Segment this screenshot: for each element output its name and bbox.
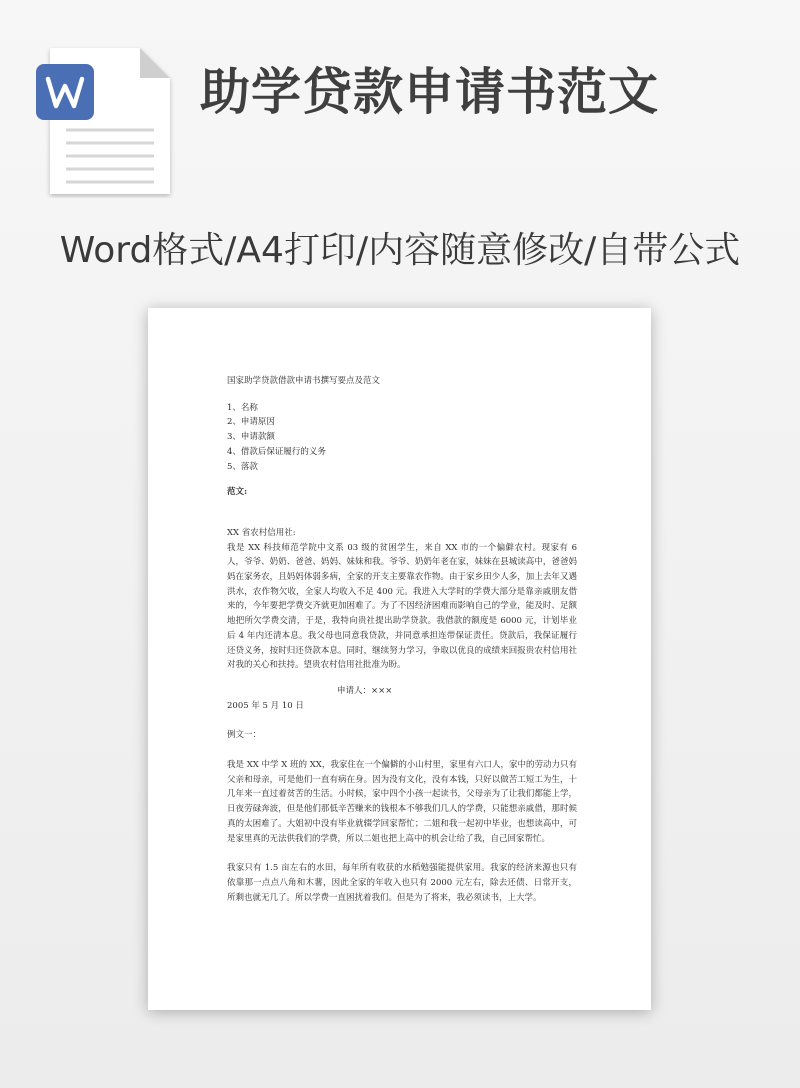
document-heading: 国家助学贷款借款申请书撰写要点及范文 (227, 376, 381, 386)
letter-salutation: XX 省农村信用社: (227, 527, 296, 538)
example-label: 例文一： (227, 730, 262, 741)
sample-label: 范文: (227, 487, 248, 498)
letter-date: 2005 年 5 月 10 日 (227, 700, 304, 711)
list-item: 2、申请原因 (227, 417, 275, 428)
document-content (227, 374, 577, 905)
letter-body: 我是 XX 科技师范学院中文系 03 级的贫困学生，来自 XX 市的一个偏僻农村。现家有 6 人，爷爷、奶奶、爸爸、妈妈、妹妹和我。爷爷、奶奶年老在家，妹妹在县城读高中，爸爸妈妈在家务农，且妈妈体弱多病，全家的开支主要靠农作物。由于家乡田少人多，加上去年又遇洪水，农作物欠收，全家人均收入不足 400 元。我进入大学时的学费大部分是靠亲戚朋友借来的，今年要把学费交齐就更加困难了。为了不因经济困难而影响自己的学业，能及时、足额地把所欠学费交清，于是，我特向贵社提出助学贷款。我借款的额度是 6000 元，计划毕业后 4 年内还清本息。我父母也同意我贷款，并同意承担连带保证责任。贷款后，我保证履行还贷义务，按时归还贷款本息。同时，继续努力学习，争取以优良的成绩来回报贵农村信用社对我的关心和扶持。望贵农村信用社批准为盼。 (227, 542, 577, 671)
banner-subtitle: Word格式/A4打印/内容随意修改/自带公式 (59, 230, 741, 271)
applicant-signature: 申请人：××× (337, 685, 393, 696)
document-page-preview (148, 308, 651, 1010)
example-paragraph-1: 我是 XX 中学 X 班的 XX，我家住在一个偏僻的小山村里，家里有六口人，家中的劳动力只有父亲和母亲，可是他们一直有病在身。因为没有文化，没有本钱，只好以做苦工短工为生，十几年来一直过着贫苦的生活。小时候，家中四个小孩一起读书，父母亲为了让我们都能上学，日夜劳碌奔波，但是他们那低辛苦赚来的钱根本不够我们几人的学费，只能想亲戚借，那时候真的太困难了。大姐初中没有毕业就辍学回家帮忙；二姐和我一起初中毕业，也想读高中，可是家里真的无法供我们的学费，所以二姐也把上高中的机会让给了我，自己回家帮忙。 (227, 760, 577, 844)
points-list (227, 401, 577, 475)
list-item: 5、落款 (227, 461, 258, 472)
example-paragraph-2: 我家只有 1.5 亩左右的水田，每年所有收获的水稻勉强能提供家用。我家的经济来源也只有依靠那一点点八角和木薯，因此全家的年收入也只有 2000 元左右，除去还债、日常开支，所剩也就无几了。所以学费一直困扰着我们。但是为了将来，我必须读书，上大学。 (227, 863, 577, 903)
banner-title: 助学贷款申请书范文 (200, 63, 659, 121)
list-item: 4、借款后保证履行的义务 (227, 446, 326, 457)
word-file-icon (36, 46, 176, 198)
list-item: 3、申请款额 (227, 432, 275, 443)
list-item: 1、名称 (227, 402, 258, 413)
